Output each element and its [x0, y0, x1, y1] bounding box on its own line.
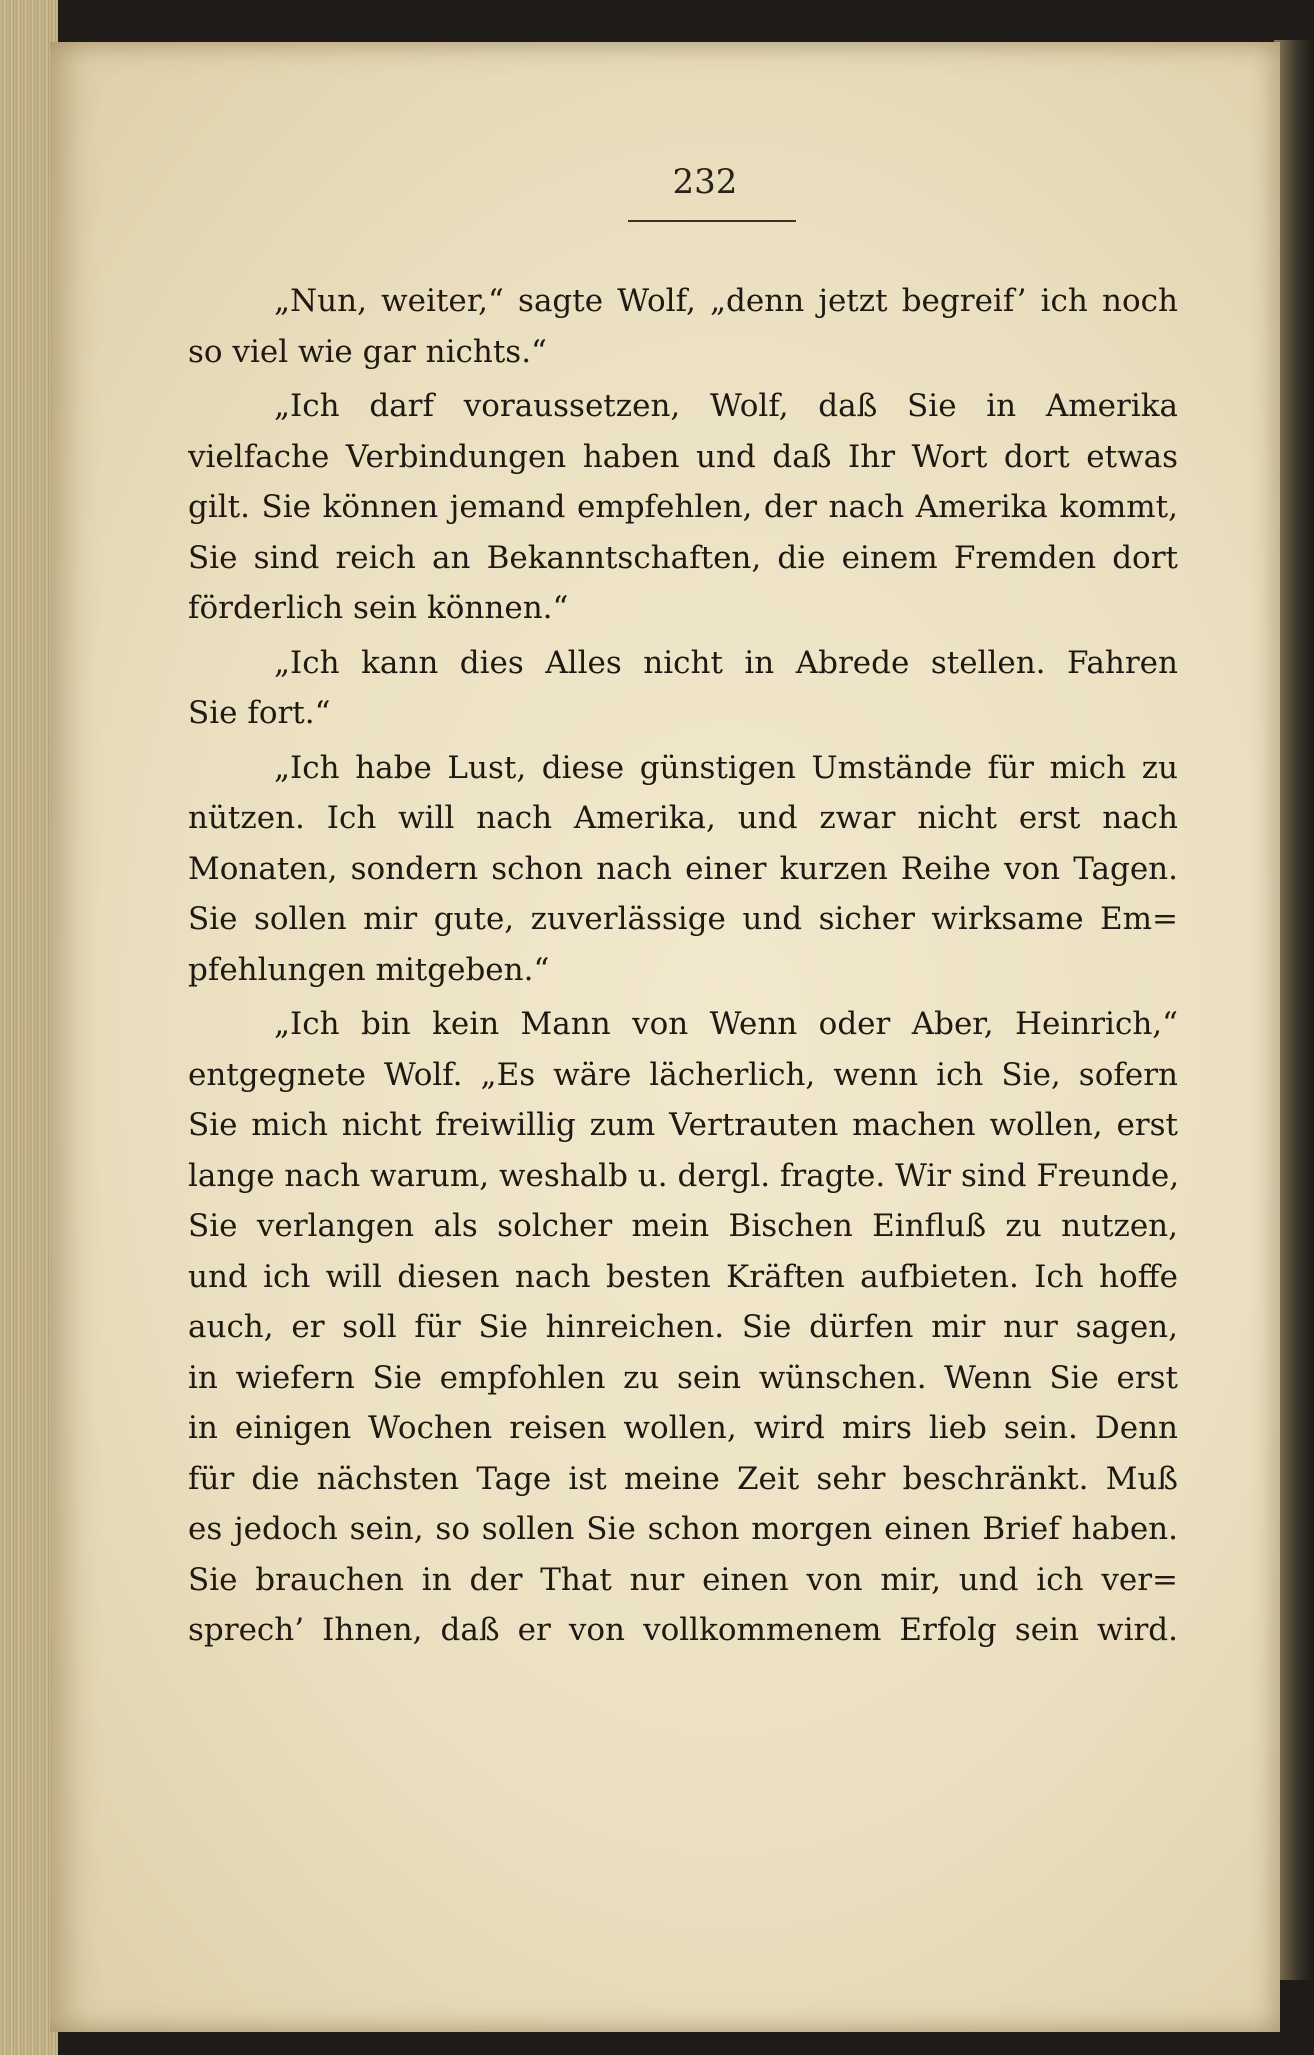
- body-text: [188, 276, 1178, 1660]
- page-number: 232: [672, 162, 738, 202]
- text-line: Sie verlangen als solcher mein Bischen Einfluß zu nutzen,: [188, 1208, 1178, 1244]
- text-line: Sie brauchen in der That nur einen von mir, und ich ver=: [188, 1561, 1178, 1598]
- paragraph-2: [188, 381, 1178, 634]
- text-line: förderlich sein können.“: [188, 590, 569, 626]
- text-line: „Nun, weiter,“ sagte Wolf, „denn jetzt begreif’ ich noch: [274, 283, 1178, 319]
- text-line: sprech’ Ihnen, daß er von vollkommenem Erfolg sein wird.: [188, 1612, 1178, 1648]
- text-line: „Ich habe Lust, diese günstigen Umstände für mich zu: [274, 749, 1178, 786]
- text-line: Sie sollen mir gute, zuverlässige und sicher wirksame Em=: [188, 901, 1178, 937]
- paragraph-1: [188, 276, 1178, 377]
- text-line: in wiefern Sie empfohlen zu sein wünschen. Wenn Sie erst: [188, 1359, 1178, 1396]
- text-line: „Ich darf voraussetzen, Wolf, daß Sie in Amerika: [274, 388, 1178, 424]
- text-line: und ich will diesen nach besten Kräften aufbieten. Ich hoffe: [188, 1258, 1178, 1295]
- text-line: lange nach warum, weshalb u. dergl. fragte. Wir sind Freunde,: [188, 1157, 1180, 1194]
- text-line: in einigen Wochen reisen wollen, wird mirs lieb sein. Denn: [188, 1410, 1178, 1446]
- text-line: pfehlungen mitgeben.“: [188, 951, 550, 988]
- text-line: Monaten, sondern schon nach einer kurzen Reihe von Tagen.: [188, 850, 1178, 887]
- book-binding-edge: [1274, 40, 1314, 1980]
- text-line: nützen. Ich will nach Amerika, und zwar nicht erst nach: [188, 800, 1178, 836]
- paragraph-5: [188, 999, 1178, 1656]
- text-line: „Ich kann dies Alles nicht in Abrede stellen. Fahren: [274, 644, 1178, 681]
- text-line: Sie sind reich an Bekanntschaften, die einem Fremden dort: [188, 539, 1178, 576]
- text-line: so viel wie gar nichts.“: [188, 333, 547, 370]
- text-line: Sie fort.“: [188, 695, 331, 731]
- text-line: vielfache Verbindungen haben und daß Ihr Wort dort etwas: [188, 438, 1178, 475]
- text-line: für die nächsten Tage ist meine Zeit sehr beschränkt. Muß: [188, 1460, 1178, 1497]
- paragraph-4: [188, 743, 1178, 996]
- text-line: auch, er soll für Sie hinreichen. Sie dürfen mir nur sagen,: [188, 1309, 1178, 1345]
- text-line: Sie mich nicht freiwillig zum Vertrauten machen wollen, erst: [188, 1107, 1178, 1143]
- text-line: gilt. Sie können jemand empfehlen, der nach Amerika kommt,: [188, 489, 1178, 525]
- paragraph-3: [188, 638, 1178, 739]
- text-line: es jedoch sein, so sollen Sie schon morgen einen Brief haben.: [188, 1511, 1178, 1547]
- text-line: „Ich bin kein Mann von Wenn oder Aber, Heinrich,“: [274, 1006, 1178, 1042]
- text-line: entgegnete Wolf. „Es wäre lächerlich, wenn ich Sie, sofern: [188, 1056, 1178, 1093]
- header-rule: [628, 220, 796, 222]
